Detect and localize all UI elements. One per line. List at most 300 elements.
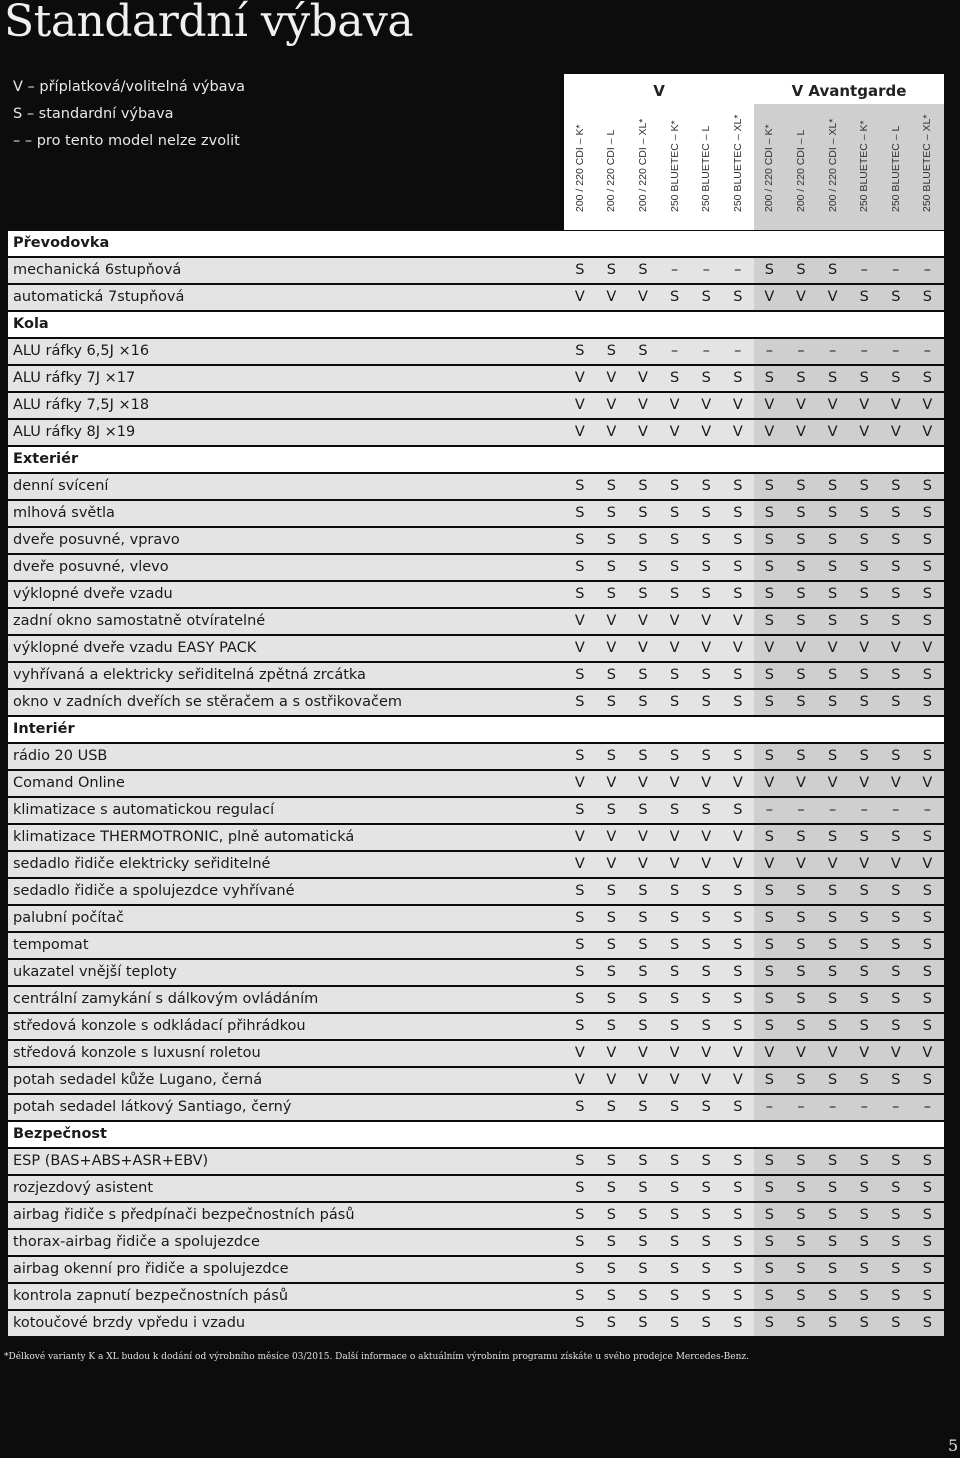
table-cell: V [796,775,806,791]
table-cell: S [891,910,901,926]
column-header-text: 200 / 220 CDI – K* [573,124,586,212]
table-cell: S [922,289,932,305]
table-cell: V [638,640,648,656]
column-header-label [912,104,944,224]
table-cell: S [606,559,616,575]
table-cell: – [765,343,774,359]
page-number: 5 [948,1436,959,1455]
table-cell: S [859,910,869,926]
table-cell: S [796,532,806,548]
section-title: Převodovka [13,235,110,251]
table-cell: S [922,1234,932,1250]
table-cell: V [732,1072,743,1088]
table-cell: S [606,802,616,818]
table-cell: S [638,991,648,1007]
table-cell: S [891,1018,901,1034]
table-cell: S [827,910,838,926]
table-cell: S [796,370,806,386]
section-title: Kola [13,316,49,332]
table-cell: S [606,1018,616,1034]
table-cell: S [575,559,585,575]
table-cell: V [638,289,648,305]
table-cell: S [638,505,648,521]
column-header-text: 250 BLUETEC – L [700,125,713,212]
table-cell: S [859,478,869,494]
table-cell: S [638,343,648,359]
table-cell: S [638,1153,648,1169]
legend [13,74,245,155]
table-cell: V [669,856,680,872]
table-cell: S [859,1153,869,1169]
table-cell: S [669,586,680,602]
table-cell: S [701,559,711,575]
legend-unavailable: – – pro tento model nelze zvolit [13,133,240,149]
table-cell: – [828,343,837,359]
table-cell: S [638,1315,648,1331]
table-cell: S [796,505,806,521]
table-cell: S [606,262,616,278]
table-cell: V [574,829,585,845]
table-cell: S [764,1315,774,1331]
table-cell: V [669,775,680,791]
row-label: automatická 7stupňová [13,289,185,305]
table-cell: S [638,262,648,278]
table-cell: S [638,883,648,899]
table-row [8,366,944,391]
table-cell: S [701,532,711,548]
table-cell: S [764,586,774,602]
column-header-label [627,104,659,224]
table-cell: S [701,1153,711,1169]
table-cell: S [891,883,901,899]
table-row [8,1230,944,1255]
table-cell: S [796,1180,806,1196]
row-label: airbag okenní pro řidiče a spolujezdce [13,1261,289,1277]
column-header-text: 200 / 220 CDI – L [794,129,807,212]
table-cell: S [922,991,932,1007]
table-cell: S [827,532,838,548]
table-cell: S [922,505,932,521]
table-cell: S [827,1072,838,1088]
table-cell: S [796,748,806,764]
table-cell: S [669,802,680,818]
table-cell: S [827,667,838,683]
row-label: ESP (BAS+ABS+ASR+EBV) [13,1153,209,1169]
table-cell: S [733,559,743,575]
table-cell: V [606,1045,617,1061]
table-cell: S [859,1261,869,1277]
table-cell: S [827,1261,838,1277]
table-cell: – [923,343,932,359]
column-header-label [785,104,817,224]
table-cell: S [922,478,932,494]
table-cell: S [827,1180,838,1196]
table-cell: V [606,640,617,656]
table-cell: V [732,829,743,845]
table-cell: S [701,964,711,980]
table-cell: S [669,1261,680,1277]
table-cell: S [669,910,680,926]
table-cell: S [764,1018,774,1034]
table-cell: S [827,478,838,494]
table-cell: S [827,370,838,386]
table-cell: S [575,937,585,953]
table-cell: – [923,1099,932,1115]
table-cell: S [733,694,743,710]
table-row [8,1257,944,1282]
table-cell: S [859,964,869,980]
table-cell: V [701,397,712,413]
table-cell: S [669,478,680,494]
table-cell: V [574,289,585,305]
table-cell: S [701,586,711,602]
table-cell: S [638,1288,648,1304]
table-cell: S [764,1207,774,1223]
table-row [8,798,944,823]
table-cell: S [891,991,901,1007]
row-label: kontrola zapnutí bezpečnostních pásů [13,1288,289,1304]
table-cell: V [701,424,712,440]
table-cell: S [701,802,711,818]
table-cell: S [701,667,711,683]
table-cell: V [732,775,743,791]
table-cell: S [796,1072,806,1088]
table-cell: S [796,478,806,494]
table-cell: S [764,505,774,521]
table-cell: V [890,775,901,791]
column-header-text: 250 BLUETEC – K* [668,120,681,212]
table-cell: V [638,370,648,386]
table-cell: S [859,289,869,305]
table-cell: S [733,1288,743,1304]
table-cell: S [891,937,901,953]
table-cell: S [859,586,869,602]
table-cell: S [575,532,585,548]
row-label: airbag řidiče s předpínači bezpečnostních pásů [13,1207,355,1223]
table-cell: S [669,1315,680,1331]
row-label: mlhová světla [13,505,115,521]
table-cell: V [890,856,901,872]
table-cell: V [890,397,901,413]
table-cell: S [733,964,743,980]
table-cell: S [764,937,774,953]
table-cell: V [859,856,870,872]
table-cell: S [638,532,648,548]
table-cell: S [764,910,774,926]
section-header [8,231,944,256]
table-cell: V [827,640,838,656]
table-cell: S [859,613,869,629]
table-row [8,258,944,283]
table-cell: S [606,883,616,899]
table-cell: – [797,1099,805,1115]
table-cell: S [638,1234,648,1250]
table-cell: V [922,1045,933,1061]
row-label: Comand Online [13,775,125,791]
table-cell: S [764,1261,774,1277]
table-cell: V [922,397,933,413]
table-cell: S [922,370,932,386]
table-cell: S [827,1018,838,1034]
table-cell: S [827,829,838,845]
table-cell: S [764,667,774,683]
table-cell: S [764,262,774,278]
table-cell: V [606,775,617,791]
table-cell: S [891,748,901,764]
table-cell: S [764,478,774,494]
table-cell: S [606,964,616,980]
table-cell: S [733,802,743,818]
table-cell: S [827,1234,838,1250]
table-row [8,1095,944,1120]
legend-standard: S – standardní výbava [13,106,174,122]
table-cell: S [606,1099,616,1115]
table-cell: S [575,991,585,1007]
table-cell: V [669,397,680,413]
row-label: ALU ráfky 7J ×17 [13,370,136,386]
table-cell: S [764,748,774,764]
table-cell: V [574,1072,585,1088]
table-cell: V [669,1045,680,1061]
section-header [8,312,944,337]
column-header-text: 250 BLUETEC – K* [858,120,871,212]
table-row [8,933,944,958]
row-label: dveře posuvné, vlevo [13,559,169,575]
table-cell: S [922,964,932,980]
table-cell: S [891,1261,901,1277]
table-cell: S [891,694,901,710]
table-cell: S [701,289,711,305]
table-cell: S [922,667,932,683]
table-cell: S [922,1261,932,1277]
table-row [8,879,944,904]
table-cell: S [764,1072,774,1088]
table-cell: S [606,1288,616,1304]
table-cell: S [606,478,616,494]
table-cell: V [669,424,680,440]
table-cell: S [796,1315,806,1331]
table-cell: V [606,397,617,413]
table-cell: – [860,262,868,278]
table-cell: V [701,829,712,845]
table-cell: S [891,370,901,386]
table-cell: V [859,397,870,413]
table-cell: S [575,586,585,602]
table-cell: S [922,1072,932,1088]
column-header [564,74,944,230]
table-cell: S [733,991,743,1007]
table-cell: S [796,1261,806,1277]
table-cell: S [575,694,585,710]
row-label: tempomat [13,937,89,953]
table-cell: S [669,532,680,548]
table-cell: S [764,1288,774,1304]
table-cell: S [733,478,743,494]
row-label: středová konzole s odkládací přihrádkou [13,1018,306,1034]
table-cell: S [733,937,743,953]
table-cell: V [606,370,617,386]
row-label: dveře posuvné, vpravo [13,532,180,548]
table-cell: V [638,829,648,845]
table-row [8,744,944,769]
table-row [8,582,944,607]
table-cell: S [827,991,838,1007]
table-cell: S [733,1180,743,1196]
table-cell: S [669,289,680,305]
table-cell: S [638,478,648,494]
table-cell: S [575,1261,585,1277]
table-cell: – [828,1099,837,1115]
table-cell: S [859,667,869,683]
table-cell: S [764,559,774,575]
table-cell: V [764,1045,775,1061]
table-cell: S [796,613,806,629]
table-cell: S [859,1315,869,1331]
table-row [8,825,944,850]
table-cell: V [732,1045,743,1061]
table-cell: S [575,883,585,899]
table-cell: S [606,748,616,764]
table-cell: S [891,1288,901,1304]
table-cell: S [575,1207,585,1223]
column-header-label [596,104,628,224]
table-row [8,852,944,877]
table-cell: S [922,1315,932,1331]
table-cell: S [733,1018,743,1034]
row-label: potah sedadel látkový Santiago, černý [13,1099,292,1115]
column-header-label [564,104,596,224]
row-label: mechanická 6stupňová [13,262,182,278]
table-cell: V [796,1045,806,1061]
table-cell: S [606,1234,616,1250]
table-cell: S [606,667,616,683]
table-row [8,501,944,526]
column-header-text: 200 / 220 CDI – L [605,129,618,212]
table-row [8,339,944,364]
table-cell: S [922,937,932,953]
table-cell: S [575,748,585,764]
column-header-label [880,104,912,224]
table-cell: S [859,829,869,845]
table-cell: V [764,289,775,305]
table-cell: S [733,532,743,548]
table-cell: – [670,343,679,359]
table-cell: S [575,1153,585,1169]
row-label: ALU ráfky 6,5J ×16 [13,343,150,359]
table-cell: S [764,694,774,710]
column-header-text: 250 BLUETEC – L [889,125,902,212]
table-cell: S [669,748,680,764]
table-cell: S [764,829,774,845]
table-cell: V [796,424,806,440]
table-cell: S [922,532,932,548]
table-cell: S [701,937,711,953]
table-cell: S [891,505,901,521]
column-header-label [690,104,722,224]
table-cell: S [638,1018,648,1034]
table-cell: S [922,1207,932,1223]
table-cell: V [890,640,901,656]
footnote: *Délkové varianty K a XL budou k dodání od výrobního měsíce 03/2015. Další informace o aktuálním výrobním programu získáte u svého prodejce Mercedes-Benz. [4,1352,749,1362]
table-cell: S [669,667,680,683]
table-cell: S [638,802,648,818]
table-row [8,1068,944,1093]
table-cell: V [859,1045,870,1061]
table-cell: S [638,694,648,710]
table-row [8,555,944,580]
table-cell: S [827,613,838,629]
table-cell: V [796,640,806,656]
table-cell: S [575,1099,585,1115]
table-row [8,663,944,688]
table-cell: S [891,1207,901,1223]
table-cell: S [606,1180,616,1196]
table-cell: S [701,991,711,1007]
table-cell: S [922,910,932,926]
table-cell: – [923,802,932,818]
table-cell: S [606,910,616,926]
table-row [8,528,944,553]
table-row [8,1203,944,1228]
table-cell: S [606,694,616,710]
table-cell: – [734,262,742,278]
table-cell: S [638,1261,648,1277]
table-cell: S [701,1288,711,1304]
table-row [8,1014,944,1039]
table-cell: S [638,910,648,926]
table-cell: V [796,856,806,872]
table-cell: S [796,1018,806,1034]
table-cell: S [669,505,680,521]
table-cell: S [669,694,680,710]
row-label: denní svícení [13,478,109,494]
table-cell: S [669,559,680,575]
table-row [8,393,944,418]
table-cell: S [701,1261,711,1277]
table-cell: S [606,586,616,602]
table-cell: S [669,1153,680,1169]
table-cell: S [638,667,648,683]
table-cell: S [891,1153,901,1169]
table-cell: V [890,424,901,440]
table-cell: S [575,505,585,521]
table-cell: S [638,964,648,980]
table-cell: S [827,1315,838,1331]
table-cell: S [638,1207,648,1223]
column-header-text: 250 BLUETEC – XL* [731,114,744,212]
section-header [8,1122,944,1147]
table-cell: S [669,1018,680,1034]
table-cell: S [891,559,901,575]
table-row [8,906,944,931]
table-cell: S [575,910,585,926]
table-row [8,1284,944,1309]
table-cell: – [828,802,837,818]
table-cell: S [733,1207,743,1223]
table-cell: S [827,694,838,710]
table-cell: S [859,1207,869,1223]
table-cell: V [638,1045,648,1061]
table-cell: V [574,397,585,413]
table-cell: S [922,694,932,710]
table-cell: S [891,532,901,548]
table-cell: S [638,1099,648,1115]
table-cell: V [890,1045,901,1061]
table-cell: V [732,640,743,656]
row-label: výklopné dveře vzadu EASY PACK [13,640,257,656]
table-cell: S [638,748,648,764]
table-cell: S [733,586,743,602]
